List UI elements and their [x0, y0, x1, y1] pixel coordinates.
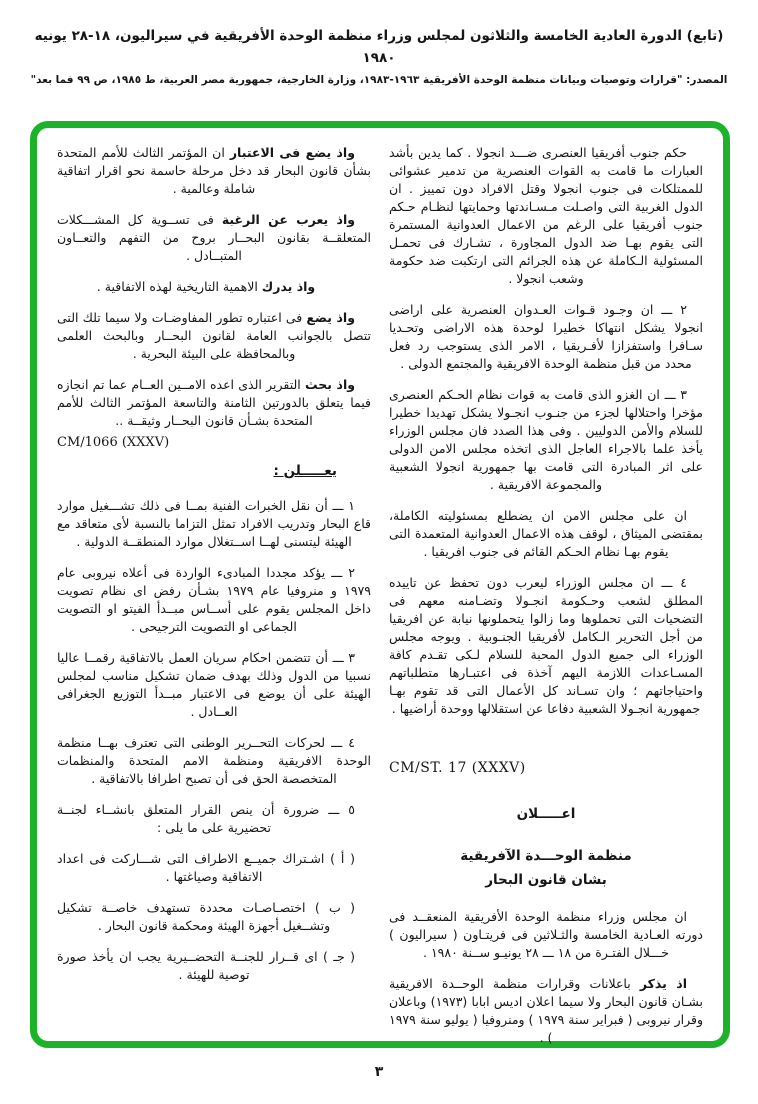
paragraph-text: ان على مجلس الامن ان يضطلع بمسئوليته الكاملة، بمقتضى الميثاق ، لوقف هذه الاعمال العدوانية المتعمدة التى يقوم بهـا نظام الحـكم القائم فى جنوب افريقيا .	[389, 508, 703, 559]
paragraph-text: ٣ ـــ أن تتضمن احكام سريان العمل بالاتفاقية رقمــا عاليا نسبيا من الدول وذلك بهدف ضمان تشكيل مناسب لمجلس الهيئة على أن يوضع فى الاعتبار مبــدأ التوزيع الجغرافى العــادل .	[57, 650, 371, 719]
declare-label: يعـــــلن :	[273, 463, 337, 479]
paragraph-text: التقرير الذى اعده الامــين العــام عما تم انجازه فيما يتعلق بالدورتين الثامنة والتاسعة المؤتمر الثالث للأمم المتحدة بشـأن قانون البحــار وثيقــة ..	[57, 377, 371, 428]
paragraph-text: حكم جنوب أفريقيا العنصرى ضـــد انجولا . كما يدين بأشد العبارات ما قامت به القوات العنصرية من تدمير عشوائى للممتلكات فى جنوب انجولا وقتل الافراد دون تمييز . ان الدول الغربية التى واصـلت مـسـاندتها وحمايتها لنظـام حـكم جنوب أفريقيا على الرغم من الاعمال العدوانية المستمرة التى يقوم بهـا ضد الدول المجاورة ، تشـارك فى تحمـل المسئولية الـكاملة عن هذه الجرائم التى ارتكبت ضد حكومة وشعب انجولا .	[389, 145, 703, 286]
paragraph-text: الاهمية التاريخية لهذه الاتفاقية .	[96, 279, 262, 294]
column-left	[57, 144, 371, 1060]
paragraph-lead: اذ يذكر	[639, 976, 687, 991]
paragraph-text: فى تســوية كل المشـــكلات المتعلقــة بقانون البحــار بروح من التفهم والتعــاون المتبــادل .	[57, 212, 371, 263]
paragraph	[389, 507, 703, 561]
paragraph	[389, 908, 703, 962]
paragraph	[389, 144, 703, 288]
document-reference: CM/1066 (XXXV)	[57, 435, 170, 450]
paragraph-text: ( جـ ) اى قــرار للجنــة التحضــيرية يجب ان يأخذ صورة توصية للهيئة .	[57, 949, 355, 982]
paragraph-lead: واذ يعرب عن الرغبة	[221, 212, 356, 227]
paragraph-text: ١ ـــ أن نقل الخبرات الفنية بمــا فى ذلك تشـــغيل موارد قاع البحار وتدريب الافراد تمثل التزاما بالنسبة لأى متعاقد مع الهيئة ليتسنى لهــا اســتغلال موارد المنطقــة الدولية .	[57, 498, 371, 549]
paragraph-text: ٤ ـــ ان مجلس الوزراء ليعرب دون تحفظ عن تاييده المطلق لشعب وحـكومة انجـولا وتضـامنه معهم فى التضحيات التى تحملوها وما زالوا يتحملونها نيابة عن افريقيا من أجل التحرير الـكامل لأفريقيا الجنـوبية . ويوجه مجلس الوزراء الى جميع الدول المحبة للسلام لـكى تقـدم كافة المسـاعدات اللازمة اليهم آخذة فى اعتبـارها متطلباتهم واحتياجاتهم ؛ وان تسـاند كل الأعمال التى قد تقوم بهـا جمهورية انجـولا الشعبية دفاعا عن استقلالها ووحدة أراضيها .	[389, 575, 703, 716]
paragraph-text: ان المؤتمر الثالث للأمم المتحدة بشأن قانون البحار قد دخل مرحلة حاسمة نحو اقرار اتفاقية شاملة وعالمية .	[57, 145, 371, 196]
paragraph-text: فى اعتباره تطور المفاوضـات ولا سيما تلك التى تتصل بالجوانب العامة لقانون البحــار وبالبحث العلمى وبالمحافظة على البيئة البحرية .	[57, 310, 371, 361]
paragraph	[57, 850, 371, 886]
paragraph-lead: واذ يضع فى الاعتبار	[229, 145, 355, 160]
paragraph	[57, 801, 371, 837]
paragraph	[57, 211, 371, 265]
column-right	[389, 144, 703, 1060]
two-column-layout	[37, 128, 723, 1060]
page-header	[0, 26, 758, 89]
paragraph-lead: واذ يدرك	[261, 279, 316, 294]
document-frame	[30, 121, 730, 1048]
paragraph	[57, 497, 371, 551]
session-title: (تابع) الدورة العادية الخامسة والثلاثون لمجلس وزراء منظمة الوحدة الأفريقية في سيراليون، ١٨-٢٨ يونيه ١٩٨٠	[34, 28, 724, 66]
paragraph-lead: واذ بحث	[304, 377, 355, 392]
source-citation: المصدر: "قرارات وتوصيات وبيانات منظمة الوحدة الأفريقية ١٩٦٣-١٩٨٣، وزارة الخارجية، جمهورية مصر العربية، ط ١٩٨٥، ص ٩٩ فما بعد"	[30, 74, 728, 87]
page-number: ٣	[374, 1064, 384, 1080]
paragraph	[57, 564, 371, 636]
paragraph-text: ٢ ـــ ان وجـود قـوات العـدوان العنصرية على اراضى انجولا يشكل انتهاكا خطيرا لوحدة هذه الاراضى وتحـديا سـافرا واستفزازا لأفـريقيا ، الامر الذى يستوجب رد فعل محدد من قبل منظمة الوحدة الافريقية والمجتمع الدولى .	[389, 302, 703, 371]
paragraph	[57, 144, 371, 198]
paragraph	[389, 386, 703, 494]
paragraph-text: ( ب ) اختصـاصـات محددة تستهدف خاصــة تشكيل وتشــغيل أجهزة الهيئة ومحكمة قانون البحار .	[57, 900, 355, 933]
paragraph-text: ( أ ) اشـتراك جميــع الاطراف التى شـــاركت فى اعداد الاتفاقية وصياغتها .	[57, 851, 355, 884]
paragraph	[389, 975, 703, 1047]
paragraph-text: ان مجلس وزراء منظمة الوحدة الأفريقية المنعقــد فى دورته العـادية الخامسة والثـلاثين فى فريتـاون ( سيراليون ) خـــلال الفتـرة من ١٨ ـــ ٢٨ يونيـو ســنة ١٩٨٠ .	[389, 909, 703, 960]
heading-organization: منظمة الوحـــدة الآفريقية	[460, 848, 632, 864]
paragraph	[57, 376, 371, 430]
paragraph	[57, 734, 371, 788]
paragraph	[57, 309, 371, 363]
paragraph-text: ٥ ـــ ضرورة أن ينص القرار المتعلق بانشــاء لجنــة تحضيرية على ما يلى :	[57, 802, 355, 835]
paragraph-text: ٣ ـــ ان الغزو الذى قامت به قوات نظام الحـكم العنصرى مؤخرا واحتلالها لجزء من جنـوب انجـولا يشكل تهديدا خطيرا للسلام والأمن الدوليين . وفى هذا الصدد فان مجلس الوزراء يأخذ علما بالاجراء العاجل الذى اتخذه مجلس الامن الدولى على اثر المبادرة التى قامت بها جمهورية انجولا الشعبية والمجموعة الافريقية .	[389, 387, 703, 492]
paragraph	[389, 574, 703, 718]
paragraph-lead: واذ يضع	[306, 310, 355, 325]
paragraph-text: ٢ ـــ يؤكد مجددا المبادىء الواردة فى أعلاه نيروبى عام ١٩٧٩ و منروفيا عام ١٩٧٩ بشـأن رفض اى نظام تصويت داخل المجلس يقوم على أســاس مبــدأ الفيتو او التصويت الجماعى او التصويت الترجيحى .	[57, 565, 371, 634]
heading-subject: بشان قانون البحار	[485, 872, 607, 888]
paragraph	[57, 649, 371, 721]
paragraph	[57, 278, 371, 296]
document-reference: CM/ST. 17 (XXXV)	[389, 760, 526, 776]
heading-declaration: اعـــــلان	[516, 806, 576, 822]
paragraph	[57, 899, 371, 935]
paragraph	[57, 948, 371, 984]
paragraph-text: ٤ ـــ لحركات التحــرير الوطنى التى تعترف بهــا منظمة الوحدة الافريقية ومنظمة الامم المتحدة والمنظمات المتخصصة الحق فى أن تصبح اطرافا بالاتفاقية .	[57, 735, 371, 786]
paragraph	[389, 301, 703, 373]
paragraph-text: باعلانات وقرارات منظمة الوحــدة الافريقية بشـان قانون البحار ولا سيما اعلان اديس ابابا (١٩٧٣) وباعلان وقرار نيروبى ( فبراير سنة ١٩٧٩ ) ومنروفيا ( يوليو سنة ١٩٧٩ ) .	[389, 976, 704, 1045]
